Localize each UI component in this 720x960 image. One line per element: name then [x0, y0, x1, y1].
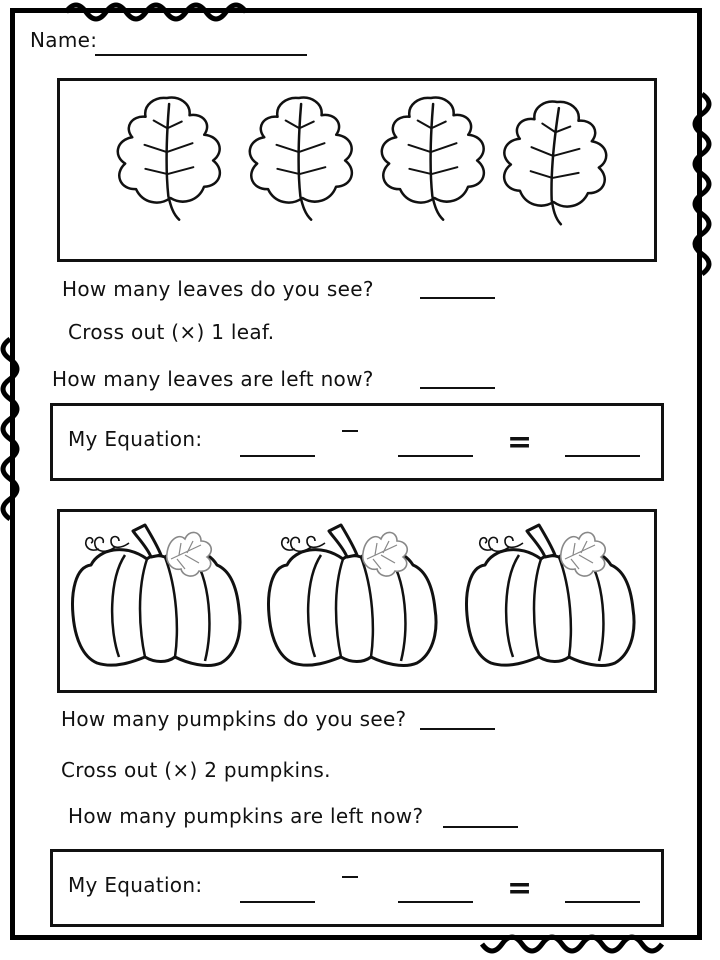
leaves-instruction: Cross out (×) 1 leaf.: [68, 320, 275, 344]
pumpkin-icon[interactable]: [467, 525, 635, 665]
leaves-count-answer[interactable]: [420, 297, 495, 299]
pumpkins-instruction: Cross out (×) 2 pumpkins.: [61, 758, 331, 782]
leaf-icon[interactable]: [380, 96, 486, 222]
leaves-count-question: How many leaves do you see?: [62, 277, 374, 301]
minus-sign-icon: [342, 876, 358, 878]
pumpkin-icon[interactable]: [269, 525, 437, 665]
leaf-icon[interactable]: [248, 96, 354, 222]
pumpkins-equation-blank-2[interactable]: [398, 901, 473, 903]
pumpkins-count-answer[interactable]: [420, 728, 495, 730]
pumpkins-equation-blank-3[interactable]: [565, 901, 640, 903]
equals-sign: =: [507, 425, 533, 460]
pumpkins-left-answer[interactable]: [443, 826, 518, 828]
leaves-left-question: How many leaves are left now?: [52, 367, 374, 391]
leaves-row: [57, 78, 657, 262]
leaf-icon[interactable]: [502, 100, 608, 226]
pumpkins-left-question: How many pumpkins are left now?: [68, 804, 424, 828]
pumpkins-row: [57, 509, 657, 693]
leaves-equation-blank-1[interactable]: [240, 455, 315, 457]
leaves-equation-blank-2[interactable]: [398, 455, 473, 457]
pumpkins-count-question: How many pumpkins do you see?: [61, 707, 407, 731]
pumpkin-icon[interactable]: [73, 525, 241, 665]
leaves-left-answer[interactable]: [420, 387, 495, 389]
pumpkins-equation-label: My Equation:: [68, 873, 203, 897]
leaves-equation-label: My Equation:: [68, 427, 203, 451]
name-field[interactable]: [95, 54, 307, 56]
equals-sign: =: [507, 871, 533, 906]
name-label: Name:: [30, 28, 98, 52]
minus-sign-icon: [342, 430, 358, 432]
pumpkins-equation-blank-1[interactable]: [240, 901, 315, 903]
leaf-icon[interactable]: [116, 96, 222, 222]
leaves-equation-blank-3[interactable]: [565, 455, 640, 457]
